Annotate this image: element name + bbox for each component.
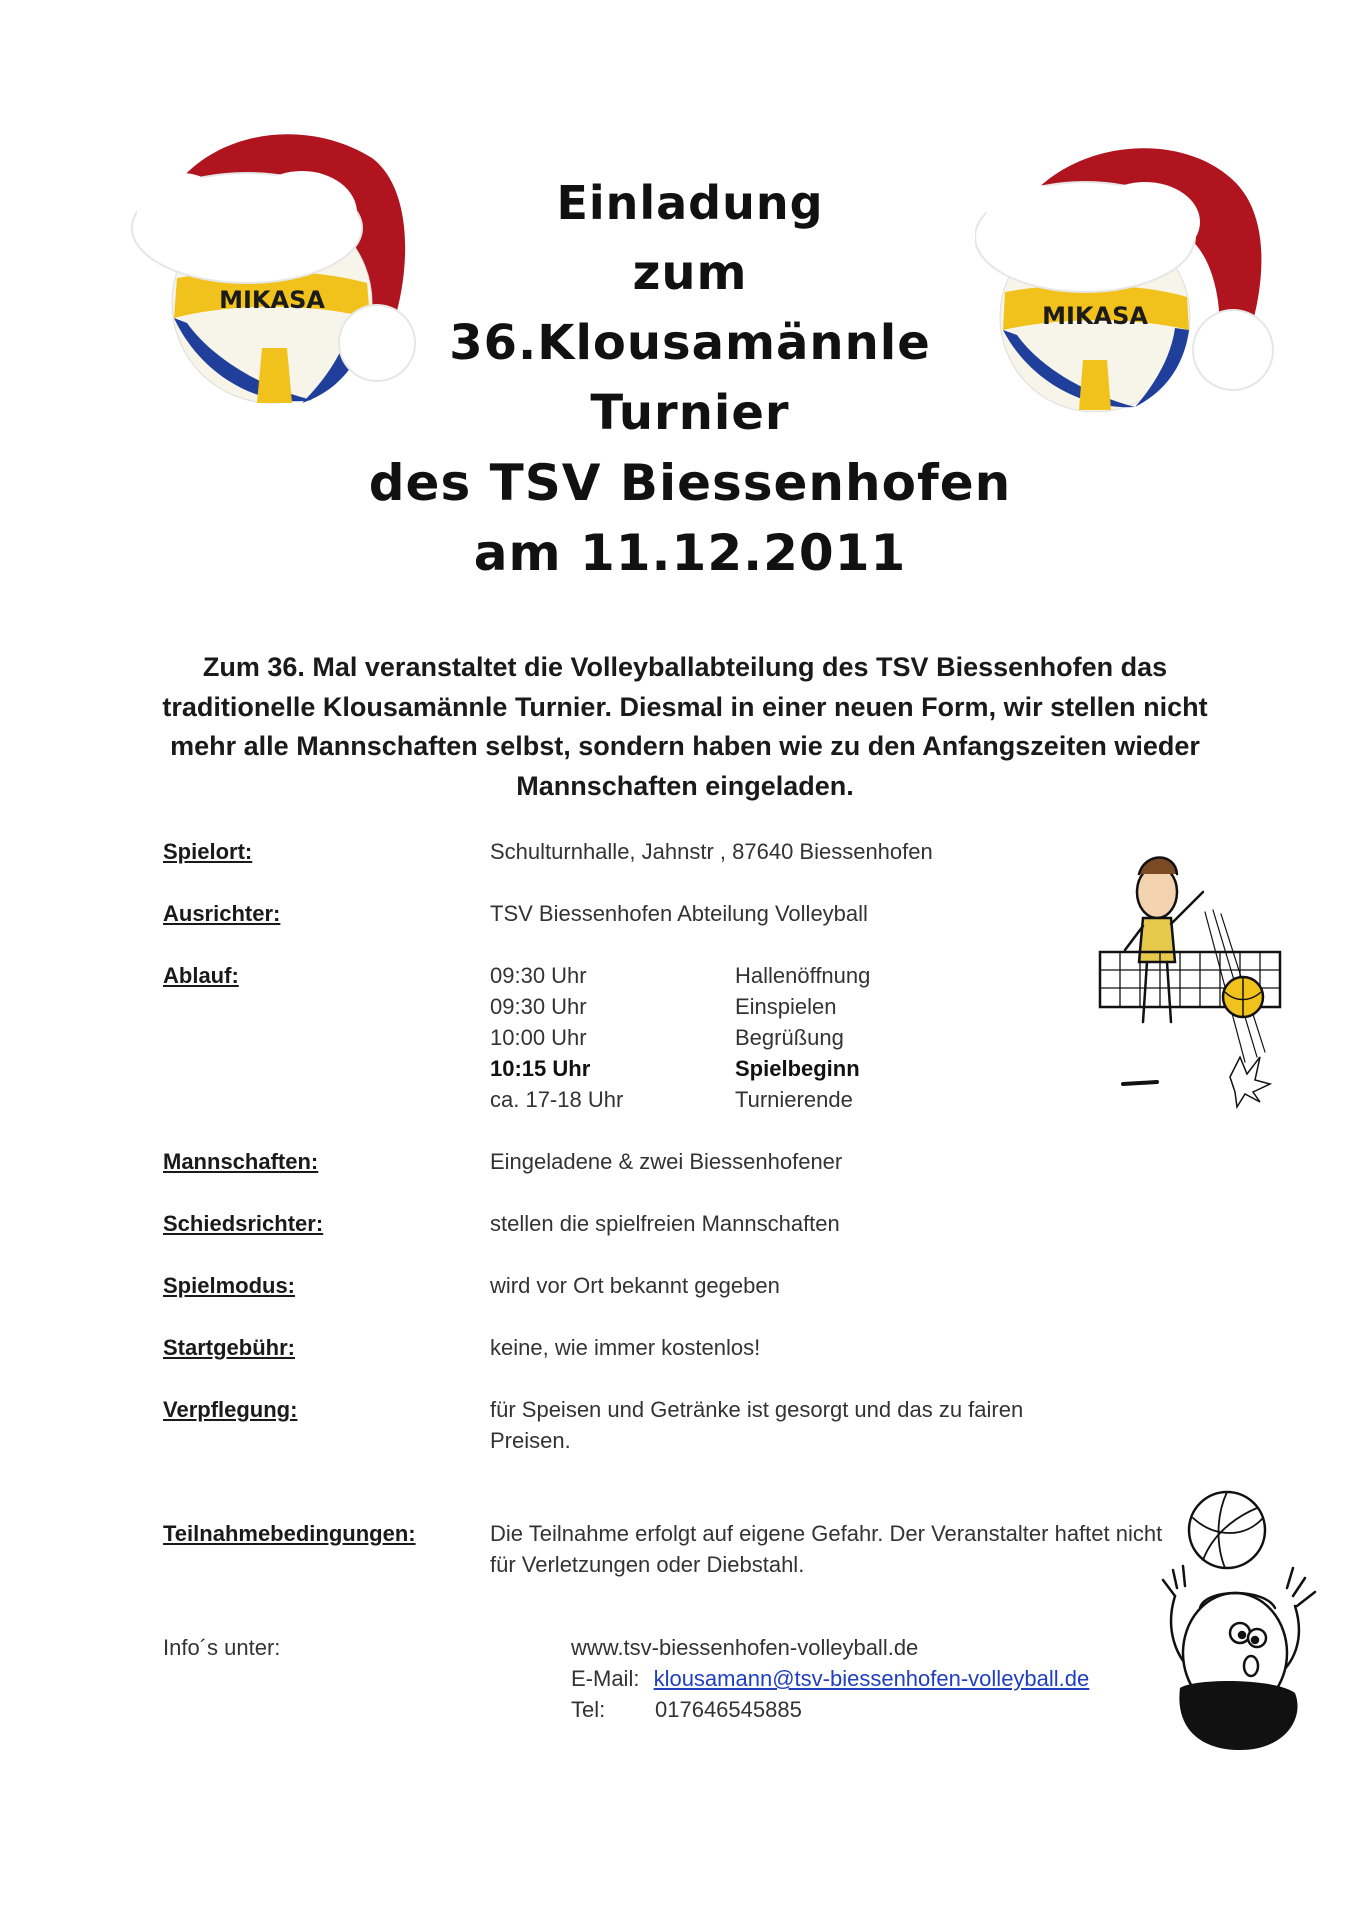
schedule-event: Begrüßung — [735, 1025, 844, 1050]
schedule-time: ca. 17-18 Uhr — [490, 1087, 624, 1112]
tel-label: Tel: — [571, 1697, 606, 1722]
schedule-time: 09:30 Uhr — [490, 994, 587, 1019]
label-teilnahme: Teilnahmebedingungen: — [163, 1521, 416, 1546]
schedule-time: 10:00 Uhr — [490, 1025, 587, 1050]
label-ablauf: Ablauf: — [163, 963, 239, 988]
intro-paragraph: Zum 36. Mal veranstaltet die Volleyballabteilung des TSV Biessenhofen das traditionelle Klousamännle Turnier. Diesmal in einer neuen Form, wir stellen nicht mehr alle Mannschaften selbst, sondern haben wie zu den Anfangszeiten wieder Mannschaften eingeladen. — [162, 652, 1208, 801]
ball-brand-right: MIKASA — [1042, 302, 1148, 330]
label-mannschaften: Mannschaften: — [163, 1149, 319, 1174]
label-schiedsrichter: Schiedsrichter: — [163, 1211, 324, 1236]
cartoon-ball-player — [1145, 1488, 1325, 1753]
title-line-5: des TSV Biessenhofen — [368, 454, 1012, 512]
title-line-4: Turnier — [590, 385, 790, 441]
title-line-3: 36.Klousamännle — [449, 315, 931, 371]
email-line — [571, 1663, 1089, 1694]
email-label: E-Mail: — [571, 1666, 640, 1691]
tel-line — [571, 1694, 802, 1725]
schedule-event: Hallenöffnung — [735, 963, 871, 988]
schedule-item — [490, 991, 990, 1022]
value-verpflegung: für Speisen und Getränke ist gesorgt und das zu fairen Preisen. — [490, 1397, 1024, 1453]
email-link[interactable]: klousamann@tsv-biessenhofen-volleyball.de — [653, 1666, 1090, 1691]
label-spielort: Spielort: — [163, 839, 253, 864]
schedule-time: 10:15 Uhr — [490, 1056, 591, 1081]
schedule-item — [490, 1084, 990, 1115]
schedule-time: 09:30 Uhr — [490, 963, 587, 988]
value-ausrichter: TSV Biessenhofen Abteilung Volleyball — [490, 901, 868, 926]
schedule-item — [490, 960, 990, 991]
row-teilnahme — [163, 1518, 1163, 1580]
invitation-title — [330, 168, 1050, 588]
value-schiedsrichter: stellen die spielfreien Mannschaften — [490, 1211, 840, 1236]
website-text: www.tsv-biessenhofen-volleyball.de — [571, 1635, 919, 1660]
title-line-1: Einladung — [556, 176, 824, 230]
label-verpflegung: Verpflegung: — [163, 1397, 298, 1422]
ball-brand-left: MIKASA — [219, 286, 325, 314]
title-line-2: zum — [632, 245, 748, 301]
schedule-event: Einspielen — [735, 994, 837, 1019]
title-line-6: am 11.12.2011 — [473, 524, 907, 582]
schedule-item — [490, 1022, 990, 1053]
value-startgebuehr: keine, wie immer kostenlos! — [490, 1335, 761, 1360]
contact-label: Info´s unter: — [163, 1635, 281, 1660]
value-spielmodus: wird vor Ort bekannt gegeben — [490, 1273, 780, 1298]
label-startgebuehr: Startgebühr: — [163, 1335, 295, 1360]
cartoon-face-icon — [1145, 1488, 1325, 1753]
value-teilnahme: Die Teilnahme erfolgt auf eigene Gefahr. Der Veranstalter haftet nicht für Verletzungen oder Diebstahl. — [490, 1521, 1163, 1577]
schedule-item — [490, 1053, 990, 1084]
label-spielmodus: Spielmodus: — [163, 1273, 296, 1298]
label-ausrichter: Ausrichter: — [163, 901, 281, 926]
volleyball-player-icon — [1095, 852, 1285, 1110]
value-mannschaften: Eingeladene & zwei Biessenhofener — [490, 1149, 843, 1174]
cartoon-player-at-net — [1095, 852, 1285, 1110]
schedule-event: Turnierende — [735, 1087, 853, 1112]
value-spielort: Schulturnhalle, Jahnstr , 87640 Biessenhofen — [490, 839, 933, 864]
row-ablauf — [163, 960, 1163, 1120]
schedule-list — [490, 960, 990, 1115]
row-verpflegung — [163, 1394, 1163, 1456]
schedule-event: Spielbeginn — [735, 1056, 860, 1081]
tel-number: 017646545885 — [655, 1697, 802, 1722]
